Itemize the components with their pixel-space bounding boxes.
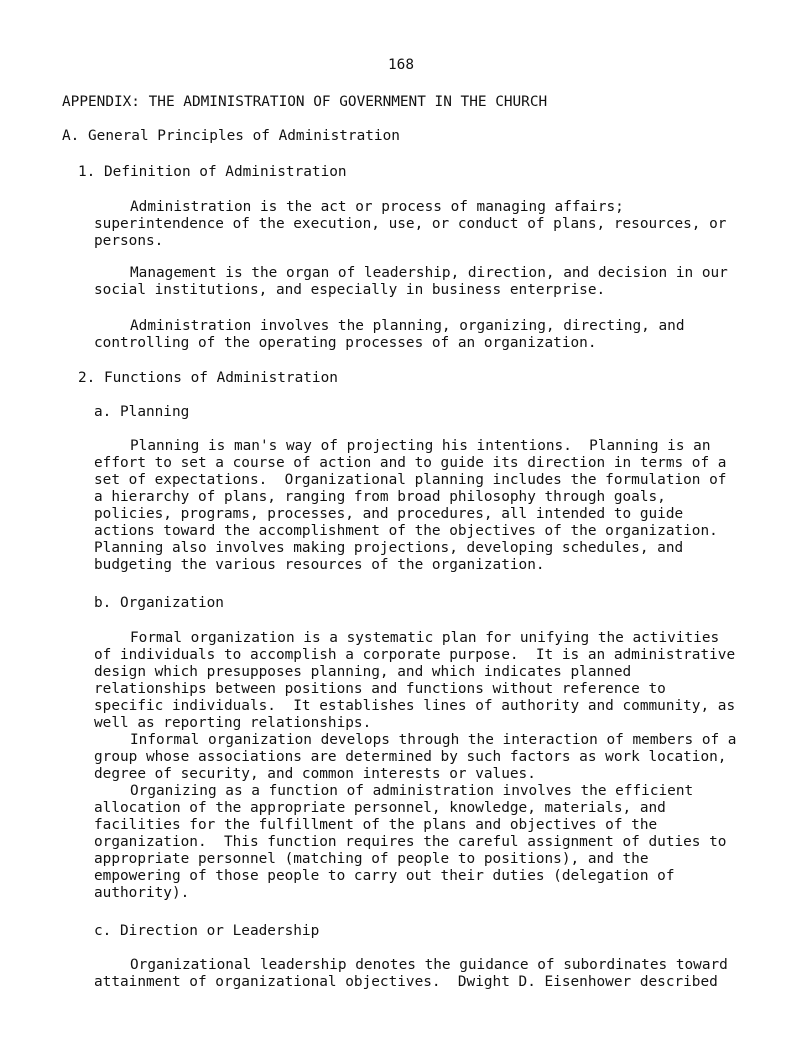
paragraph-line: degree of security, and common interests or values. <box>94 766 536 782</box>
paragraph-line: Organizing as a function of administration involves the efficient <box>130 783 694 799</box>
paragraph-line: effort to set a course of action and to guide its direction in terms of a <box>94 455 727 471</box>
paragraph-line: design which presupposes planning, and which indicates planned <box>94 664 632 680</box>
organization-heading: b. Organization <box>94 595 224 611</box>
paragraph-line: facilities for the fulfillment of the plans and objectives of the <box>94 817 658 833</box>
planning-heading: a. Planning <box>94 404 190 420</box>
appendix-title: APPENDIX: THE ADMINISTRATION OF GOVERNMENT IN THE CHURCH <box>62 94 548 110</box>
paragraph-line: set of expectations. Organizational planning includes the formulation of <box>94 472 727 488</box>
paragraph-line: Administration is the act or process of managing affairs; <box>130 199 624 215</box>
paragraph-line: Organizational leadership denotes the guidance of subordinates toward <box>130 957 728 973</box>
paragraph-line: authority). <box>94 885 190 901</box>
paragraph-line: Planning also involves making projections, developing schedules, and <box>94 540 684 556</box>
direction-heading: c. Direction or Leadership <box>94 923 320 939</box>
paragraph-line: controlling of the operating processes of an organization. <box>94 335 597 351</box>
paragraph-line: Informal organization develops through the interaction of members of a <box>130 732 737 748</box>
paragraph-line: policies, programs, processes, and procedures, all intended to guide <box>94 506 684 522</box>
paragraph-line: superintendence of the execution, use, or conduct of plans, resources, or <box>94 216 727 232</box>
paragraph-line: organization. This function requires the careful assignment of duties to <box>94 834 727 850</box>
paragraph-line: persons. <box>94 233 164 249</box>
page-number: 168 <box>388 57 414 73</box>
paragraph-line: a hierarchy of plans, ranging from broad philosophy through goals, <box>94 489 666 505</box>
paragraph-line: attainment of organizational objectives. Dwight D. Eisenhower described <box>94 974 718 990</box>
paragraph-line: Formal organization is a systematic plan for unifying the activities <box>130 630 720 646</box>
paragraph-line: appropriate personnel (matching of people to positions), and the <box>94 851 649 867</box>
paragraph-line: relationships between positions and functions without reference to <box>94 681 666 697</box>
section-a-heading: A. General Principles of Administration <box>62 128 400 144</box>
subsection-1-heading: 1. Definition of Administration <box>78 164 347 180</box>
paragraph-line: group whose associations are determined by such factors as work location, <box>94 749 727 765</box>
paragraph-line: Planning is man's way of projecting his intentions. Planning is an <box>130 438 711 454</box>
paragraph-line: allocation of the appropriate personnel, knowledge, materials, and <box>94 800 666 816</box>
paragraph-line: Administration involves the planning, organizing, directing, and <box>130 318 685 334</box>
paragraph-line: empowering of those people to carry out their duties (delegation of <box>94 868 675 884</box>
paragraph-line: specific individuals. It establishes lines of authority and community, as <box>94 698 736 714</box>
paragraph-line: of individuals to accomplish a corporate purpose. It is an administrative <box>94 647 736 663</box>
paragraph-line: budgeting the various resources of the organization. <box>94 557 545 573</box>
paragraph-line: actions toward the accomplishment of the objectives of the organization. <box>94 523 718 539</box>
subsection-2-heading: 2. Functions of Administration <box>78 370 338 386</box>
paragraph-line: well as reporting relationships. <box>94 715 372 731</box>
paragraph-line: Management is the organ of leadership, direction, and decision in our <box>130 265 728 281</box>
paragraph-line: social institutions, and especially in business enterprise. <box>94 282 606 298</box>
